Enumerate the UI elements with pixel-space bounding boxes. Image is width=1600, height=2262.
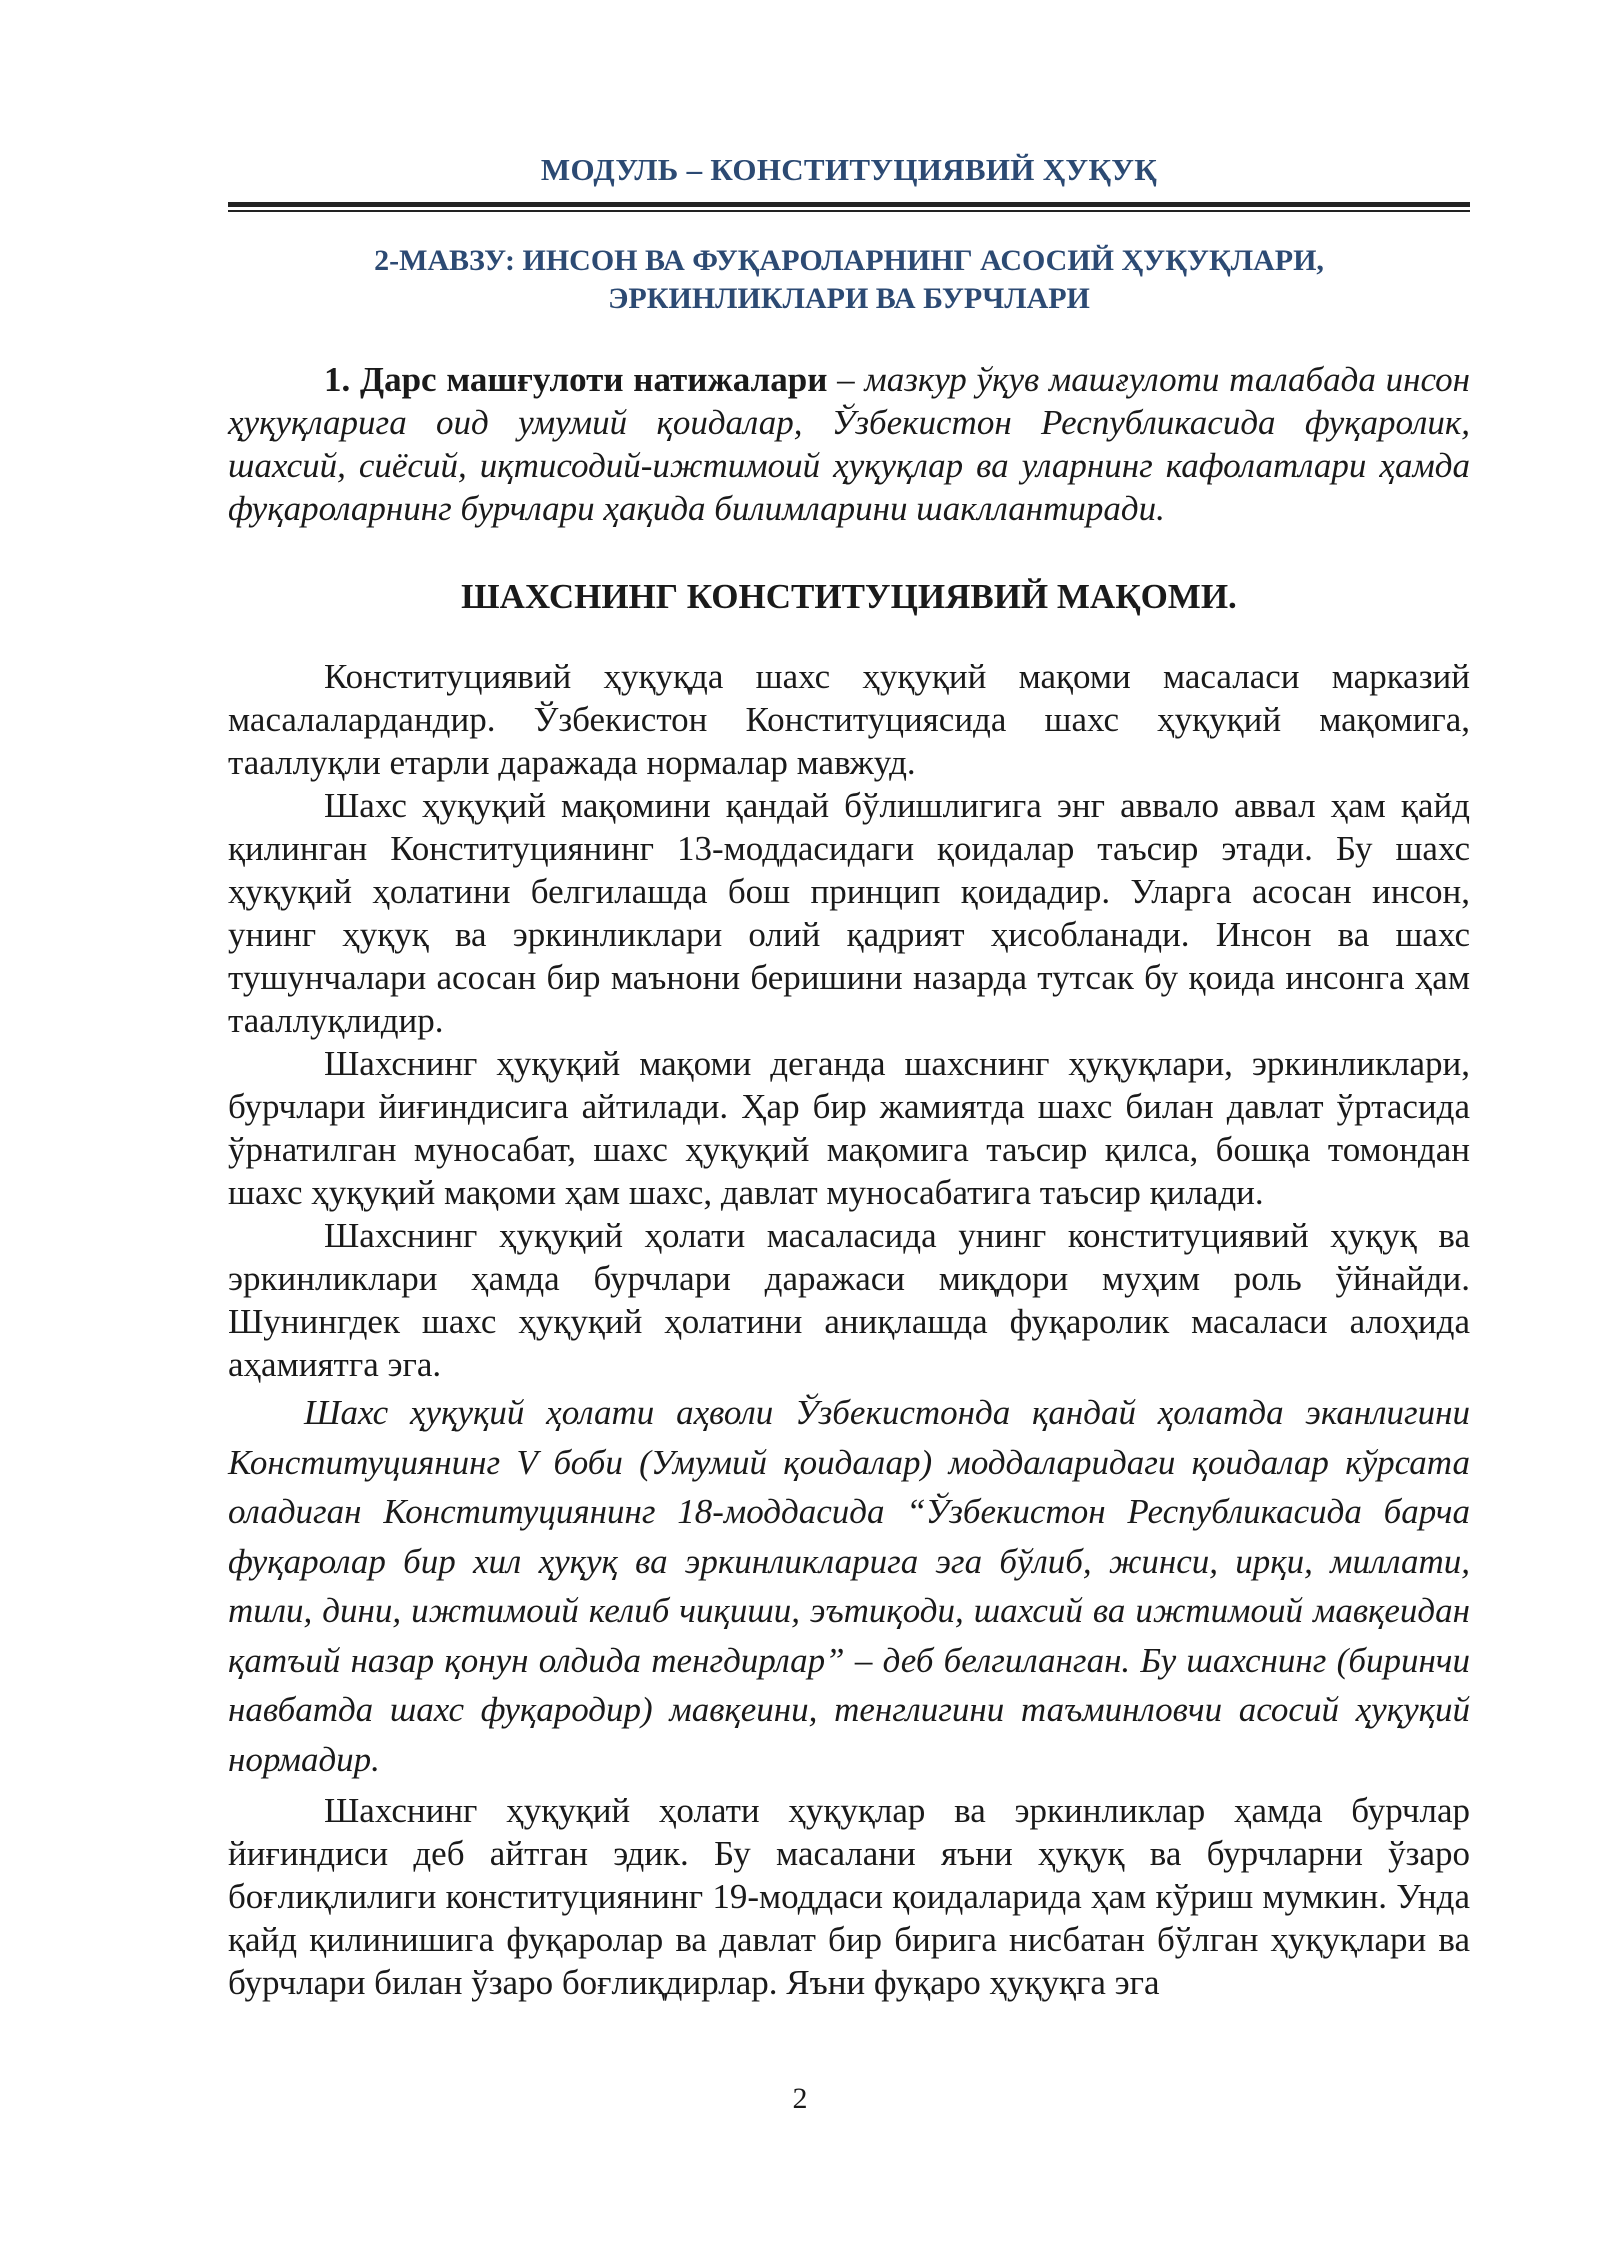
header-rule-thick <box>228 202 1470 207</box>
body-paragraph-5-italic: Шахс ҳуқуқий ҳолати аҳволи Ўзбекистонда қандай ҳолатда эканлигини Конституциянинг V боби (Умумий қоидалар) моддаларидаги қоидалар кўрсата оладиган Конституциянинг 18-моддасида “Ўзбекистон Республикасида барча фуқаролар бир хил ҳуқуқ ва эркинликларига эга бўлиб, жинси, ирқи, миллати, тили, дини, ижтимоий келиб чиқиши, эътиқоди, шахсий ва ижтимоий мавқеидан қатъий назар қонун олдида тенгдирлар” – деб белгиланган. Бу шахснинг (биринчи навбатда шахс фуқародир) мавқеини, тенглигини таъминловчи асосий ҳуқуқий нормадир. <box>228 1393 1470 1779</box>
topic-title <box>228 242 1470 318</box>
module-title: МОДУЛЬ – КОНСТИТУЦИЯВИЙ ҲУҚУҚ <box>540 152 1158 187</box>
document-page <box>228 148 1470 2004</box>
body-paragraph-4: Шахснинг ҳуқуқий ҳолати масаласида унинг конституциявий ҳуқуқ ва эркинликлари ҳамда бурчлари даражаси миқдори муҳим роль ўйнайди. Шунингдек шахс ҳуқуқий ҳолатини аниқлашда фуқаролик масаласи алоҳида аҳамиятга эга. <box>228 1216 1470 1384</box>
body-paragraph-3: Шахснинг ҳуқуқий мақоми деганда шахснинг ҳуқуқлари, эркинликлари, бурчлари йиғиндисига айтилади. Ҳар бир жамиятда шахс билан давлат ўртасида ўрнатилган муносабат, шахс ҳуқуқий мақомига таъсир қилса, бошқа томондан шахс ҳуқуқий мақоми ҳам шахс, давлат муносабатига таъсир қилади. <box>228 1044 1470 1212</box>
page-number: 2 <box>792 2082 808 2115</box>
outcomes-text: мазкур ўқув машғулоти талабада инсон ҳуқуқларига оид умумий қоидалар, Ўзбекистон Республикасида фуқаролик, шахсий, сиёсий, иқтисодий-ижтимоий ҳуқуқлар ва уларнинг кафолатлари ҳамда фуқароларнинг бурчлари ҳақида билимларини шакллантиради. <box>228 360 1470 528</box>
body-paragraph-6: Шахснинг ҳуқуқий ҳолати ҳуқуқлар ва эркинликлар ҳамда бурчлар йиғиндиси деб айтган эдик. Бу масалани яъни ҳуқуқ ва бурчларни ўзаро боғлиқлилиги конституциянинг 19-моддаси қоидаларида ҳам кўриш мумкин. Унда қайд қилинишига фуқаролар ва давлат бир бирига нисбатан бўлган ҳуқуқлари ва бурчлари билан ўзаро боғлиқдирлар. Яъни фуқаро ҳуқуқга эга <box>228 1791 1470 2002</box>
topic-title-line-2: ЭРКИНЛИКЛАРИ ВА БУРЧЛАРИ <box>608 282 1090 315</box>
body-paragraph-1: Конституциявий ҳуқуқда шахс ҳуқуқий мақоми масаласи марказий масалалардандир. Ўзбекистон Конституциясида шахс ҳуқуқий мақомига, тааллуқли етарли даражада нормалар мавжуд. <box>228 657 1470 782</box>
body-paragraph-2: Шахс ҳуқуқий мақомини қандай бўлишлигига энг аввало аввал ҳам қайд қилинган Конституциянинг 13-моддасидаги қоидалар таъсир этади. Бу шахс ҳуқуқий ҳолатини белгилашда бош принцип қоидадир. Уларга асосан инсон, унинг ҳуқуқ ва эркинликлари олий қадрият ҳисобланади. Инсон ва шахс тушунчалари асосан бир маънони беришини назарда тутсак бу қоида инсонга ҳам тааллуқлидир. <box>228 786 1470 1040</box>
topic-title-line-1: 2-МАВЗУ: ИНСОН ВА ФУҚАРОЛАРНИНГ АСОСИЙ ҲУҚУҚЛАРИ, <box>374 244 1324 277</box>
outcomes-label: 1. Дарс машғулоти натижалари <box>324 360 828 399</box>
lesson-outcomes <box>228 358 1470 530</box>
header-rule-thin <box>228 210 1470 212</box>
outcomes-dash: – <box>827 360 865 399</box>
section-heading: ШАХСНИНГ КОНСТИТУЦИЯВИЙ МАҚОМИ. <box>461 577 1237 616</box>
